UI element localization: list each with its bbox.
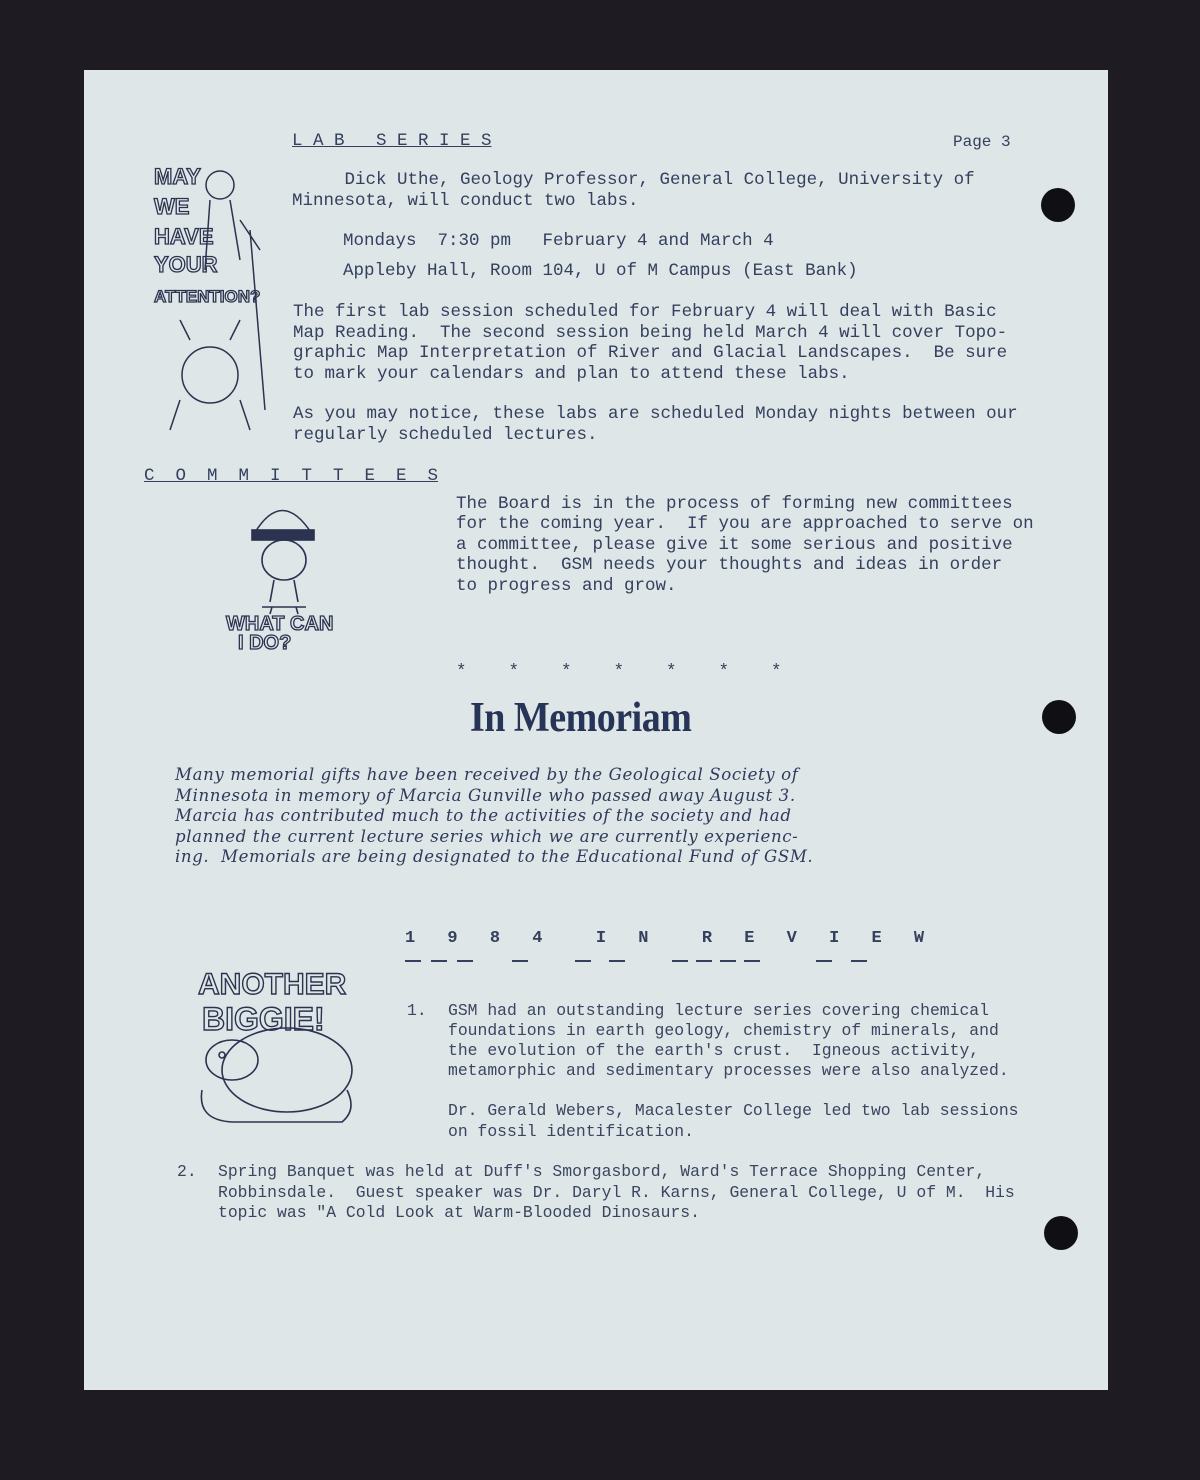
memoriam-line: ing. Memorials are being designated to the Educational Fund of GSM. [175,847,814,866]
review-item2-line: topic was "A Cold Look at Warm-Blooded Dinosaurs. [218,1203,700,1222]
attention-clipart [150,160,272,445]
memoriam-line: Many memorial gifts have been received by the Geological Society of [175,765,799,784]
committees-line: for the coming year. If you are approached to serve on [456,514,1034,534]
svg-text:ATTENTION?: ATTENTION? [154,287,261,306]
lab-para1-line: Map Reading. The second session being held March 4 will cover Topo- [293,323,1008,343]
svg-text:HAVE: HAVE [154,224,214,249]
memoriam-line: planned the current lecture series which we are currently experienc- [175,827,799,846]
lab-schedule: Mondays 7:30 pm February 4 and March 4 [343,231,774,251]
lab-para1-line: to mark your calendars and plan to attend these labs. [293,364,850,384]
lab-series-heading: L A B S E R I E S [292,131,492,151]
review-item1-line: metamorphic and sedimentary processes were also analyzed. [448,1061,1009,1080]
punch-hole [1041,188,1075,222]
lab-para2-line: regularly scheduled lectures. [293,425,598,445]
another-biggie-clipart [192,960,362,1130]
svg-text:YOUR: YOUR [154,252,218,277]
committees-line: thought. GSM needs your thoughts and ideas in order [456,555,1003,575]
svg-text:I DO?: I DO? [238,632,292,652]
page-number: Page 3 [953,133,1011,151]
svg-text:WHAT CAN: WHAT CAN [226,613,334,635]
lab-para2-line: As you may notice, these labs are scheduled Monday nights between our [293,404,1018,424]
review-item1-line: GSM had an outstanding lecture series covering chemical [448,1001,989,1020]
committees-heading: C O M M I T T E E S [144,466,439,486]
memoriam-line: Marcia has contributed much to the activities of the society and had [175,806,792,825]
svg-text:BIGGIE!: BIGGIE! [202,1001,325,1037]
review-item1b-line: on fossil identification. [448,1122,694,1141]
separator-asterisks: * * * * * * * [456,662,782,682]
memoriam-line: Minnesota in memory of Marcia Gunville who passed away August 3. [175,786,796,805]
memoriam-title: In Memoriam [470,694,692,742]
review-item2-line: Robbinsdale. Guest speaker was Dr. Daryl R. Karns, General College, U of M. His [218,1183,1015,1202]
what-can-i-do-clipart [222,492,348,652]
lab-location: Appleby Hall, Room 104, U of M Campus (East Bank) [343,261,858,281]
lab-para1-line: graphic Map Interpretation of River and Glacial Landscapes. Be sure [293,343,1008,363]
lab-para1-line: The first lab session scheduled for February 4 will deal with Basic [293,302,997,322]
svg-text:MAY: MAY [154,164,201,189]
review-item1-line: foundations in earth geology, chemistry of minerals, and [448,1021,999,1040]
svg-text:WE: WE [154,194,190,219]
svg-text:ANOTHER: ANOTHER [198,968,347,1001]
review-item1b-line: Dr. Gerald Webers, Macalester College led two lab sessions [448,1101,1019,1120]
punch-hole [1042,700,1076,734]
review-item2-number: 2. [177,1162,197,1181]
punch-hole [1044,1216,1078,1250]
committees-line: to progress and grow. [456,576,677,596]
review-item1-line: the evolution of the earth's crust. Igneous activity, [448,1041,980,1060]
lab-intro-2: Minnesota, will conduct two labs. [292,191,639,211]
committees-line: The Board is in the process of forming new committees [456,494,1013,514]
review-item1-number: 1. [407,1001,427,1020]
committees-line: a committee, please give it some serious and positive [456,535,1013,555]
review-item2-line: Spring Banquet was held at Duff's Smorgasbord, Ward's Terrace Shopping Center, [218,1162,986,1181]
review-heading: 1 9 8 4 I N R E V I E W [405,929,925,948]
lab-intro-1: Dick Uthe, Geology Professor, General College, University of [292,170,975,190]
